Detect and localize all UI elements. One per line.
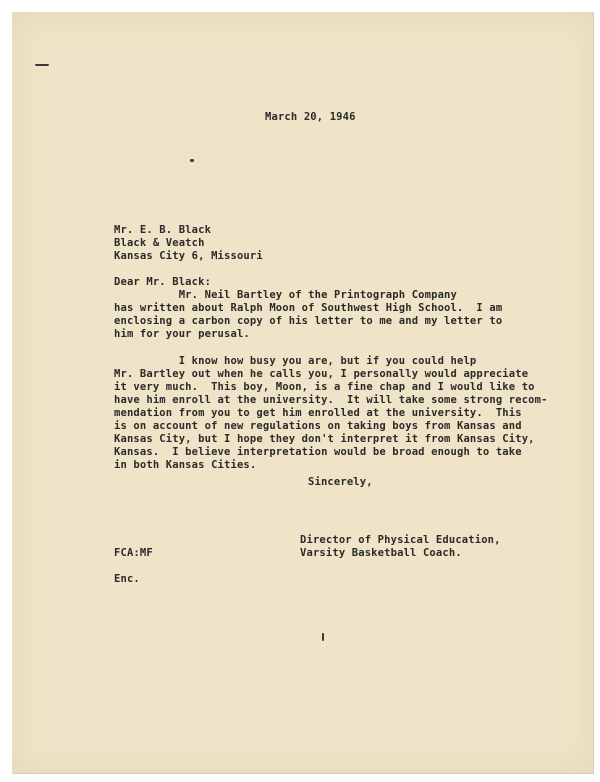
paragraph-2-line: have him enroll at the university. It will take some strong recom- xyxy=(114,394,548,406)
left-edge-mark xyxy=(35,64,49,66)
letter-date: March 20, 1946 xyxy=(265,111,356,123)
signature-title-line: Varsity Basketball Coach. xyxy=(300,547,462,559)
typist-initials: FCA:MF xyxy=(114,547,153,559)
punch-mark-top xyxy=(190,159,194,162)
closing: Sincerely, xyxy=(308,476,373,488)
paragraph-1-line: him for your perusal. xyxy=(114,328,250,340)
paragraph-2-line: mendation from you to get him enrolled at the university. This xyxy=(114,407,522,419)
letter-page xyxy=(12,12,594,774)
paragraph-2-line: Kansas City, but I hope they don't interpret it from Kansas City, xyxy=(114,433,535,445)
recipient-city: Kansas City 6, Missouri xyxy=(114,250,263,262)
paragraph-1-line: has written about Ralph Moon of Southwest High School. I am xyxy=(114,302,503,314)
paragraph-2-line: it very much. This boy, Moon, is a fine chap and I would like to xyxy=(114,381,535,393)
paragraph-2-line: Mr. Bartley out when he calls you, I personally would appreciate xyxy=(114,368,529,380)
paragraph-2-line: I know how busy you are, but if you could help xyxy=(114,355,477,367)
paragraph-2-line: in both Kansas Cities. xyxy=(114,459,257,471)
paragraph-2-line: Kansas. I believe interpretation would be broad enough to take xyxy=(114,446,522,458)
paragraph-1-line: Mr. Neil Bartley of the Printograph Company xyxy=(114,289,457,301)
paragraph-2-line: is on account of new regulations on taking boys from Kansas and xyxy=(114,420,522,432)
recipient-name: Mr. E. B. Black xyxy=(114,224,212,236)
recipient-company: Black & Veatch xyxy=(114,237,205,249)
punch-mark-bottom xyxy=(322,633,324,641)
signature-title-line: Director of Physical Education, xyxy=(300,534,501,546)
salutation: Dear Mr. Black: xyxy=(114,276,212,288)
enclosure-note: Enc. xyxy=(114,573,140,585)
paragraph-1-line: enclosing a carbon copy of his letter to me and my letter to xyxy=(114,315,503,327)
